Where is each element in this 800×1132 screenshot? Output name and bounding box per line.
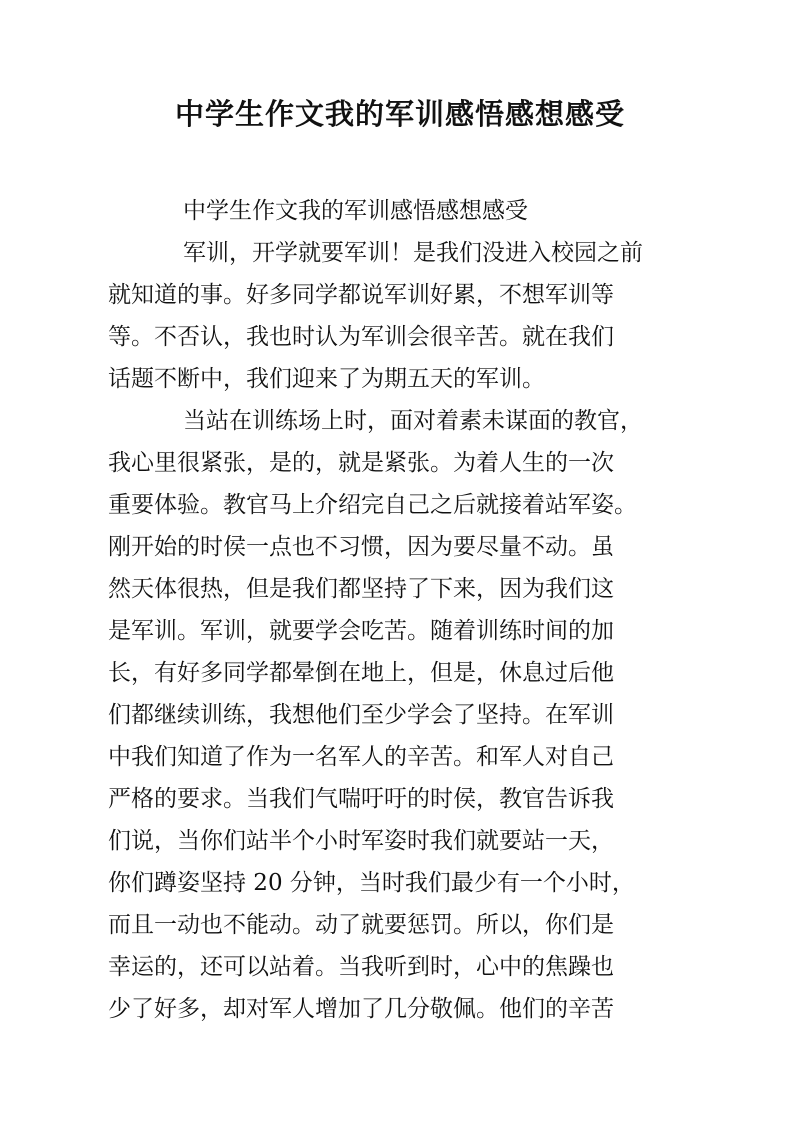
body-line: 幸运的，还可以站着。当我听到时，心中的焦躁也 [108, 954, 614, 980]
body-line: 话题不断中，我们迎来了为期五天的军训。 [108, 366, 545, 392]
body-line: 是军训。军训，就要学会吃苦。随着训练时间的加 [108, 618, 614, 644]
body-line: 我心里很紧张，是的，就是紧张。为着人生的一次 [108, 450, 614, 476]
body-line: 严格的要求。当我们气喘吁吁的时侯，教官告诉我 [108, 786, 614, 812]
document-body [108, 190, 688, 1030]
body-line: 军训，开学就要军训！是我们没进入校园之前 [183, 240, 643, 266]
body-line-subtitle: 中学生作文我的军训感悟感想感受 [183, 198, 528, 224]
body-line: 长，有好多同学都晕倒在地上，但是，休息过后他 [108, 660, 614, 686]
body-line: 你们蹲姿坚持 20 分钟，当时我们最少有一个小时， [108, 870, 635, 896]
body-line: 刚开始的时侯一点也不习惯，因为要尽量不动。虽 [108, 534, 614, 560]
body-line: 而且一动也不能动。动了就要惩罚。所以，你们是 [108, 912, 614, 938]
body-line: 就知道的事。好多同学都说军训好累，不想军训等 [108, 282, 614, 308]
body-line: 中我们知道了作为一名军人的辛苦。和军人对自己 [108, 744, 614, 770]
body-line: 少了好多，却对军人增加了几分敬佩。他们的辛苦 [108, 996, 614, 1022]
document-title: 中学生作文我的军训感悟感想感受 [174, 97, 625, 131]
body-line: 然天体很热，但是我们都坚持了下来，因为我们这 [108, 576, 614, 602]
body-line: 当站在训练场上时，面对着素未谋面的教官， [183, 408, 643, 434]
body-line: 们都继续训练，我想他们至少学会了坚持。在军训 [108, 702, 614, 728]
body-line: 重要体验。教官马上介绍完自己之后就接着站军姿。 [108, 492, 637, 518]
body-line: 等。不否认，我也时认为军训会很辛苦。就在我们 [108, 324, 614, 350]
body-line: 们说，当你们站半个小时军姿时我们就要站一天， [108, 828, 614, 854]
